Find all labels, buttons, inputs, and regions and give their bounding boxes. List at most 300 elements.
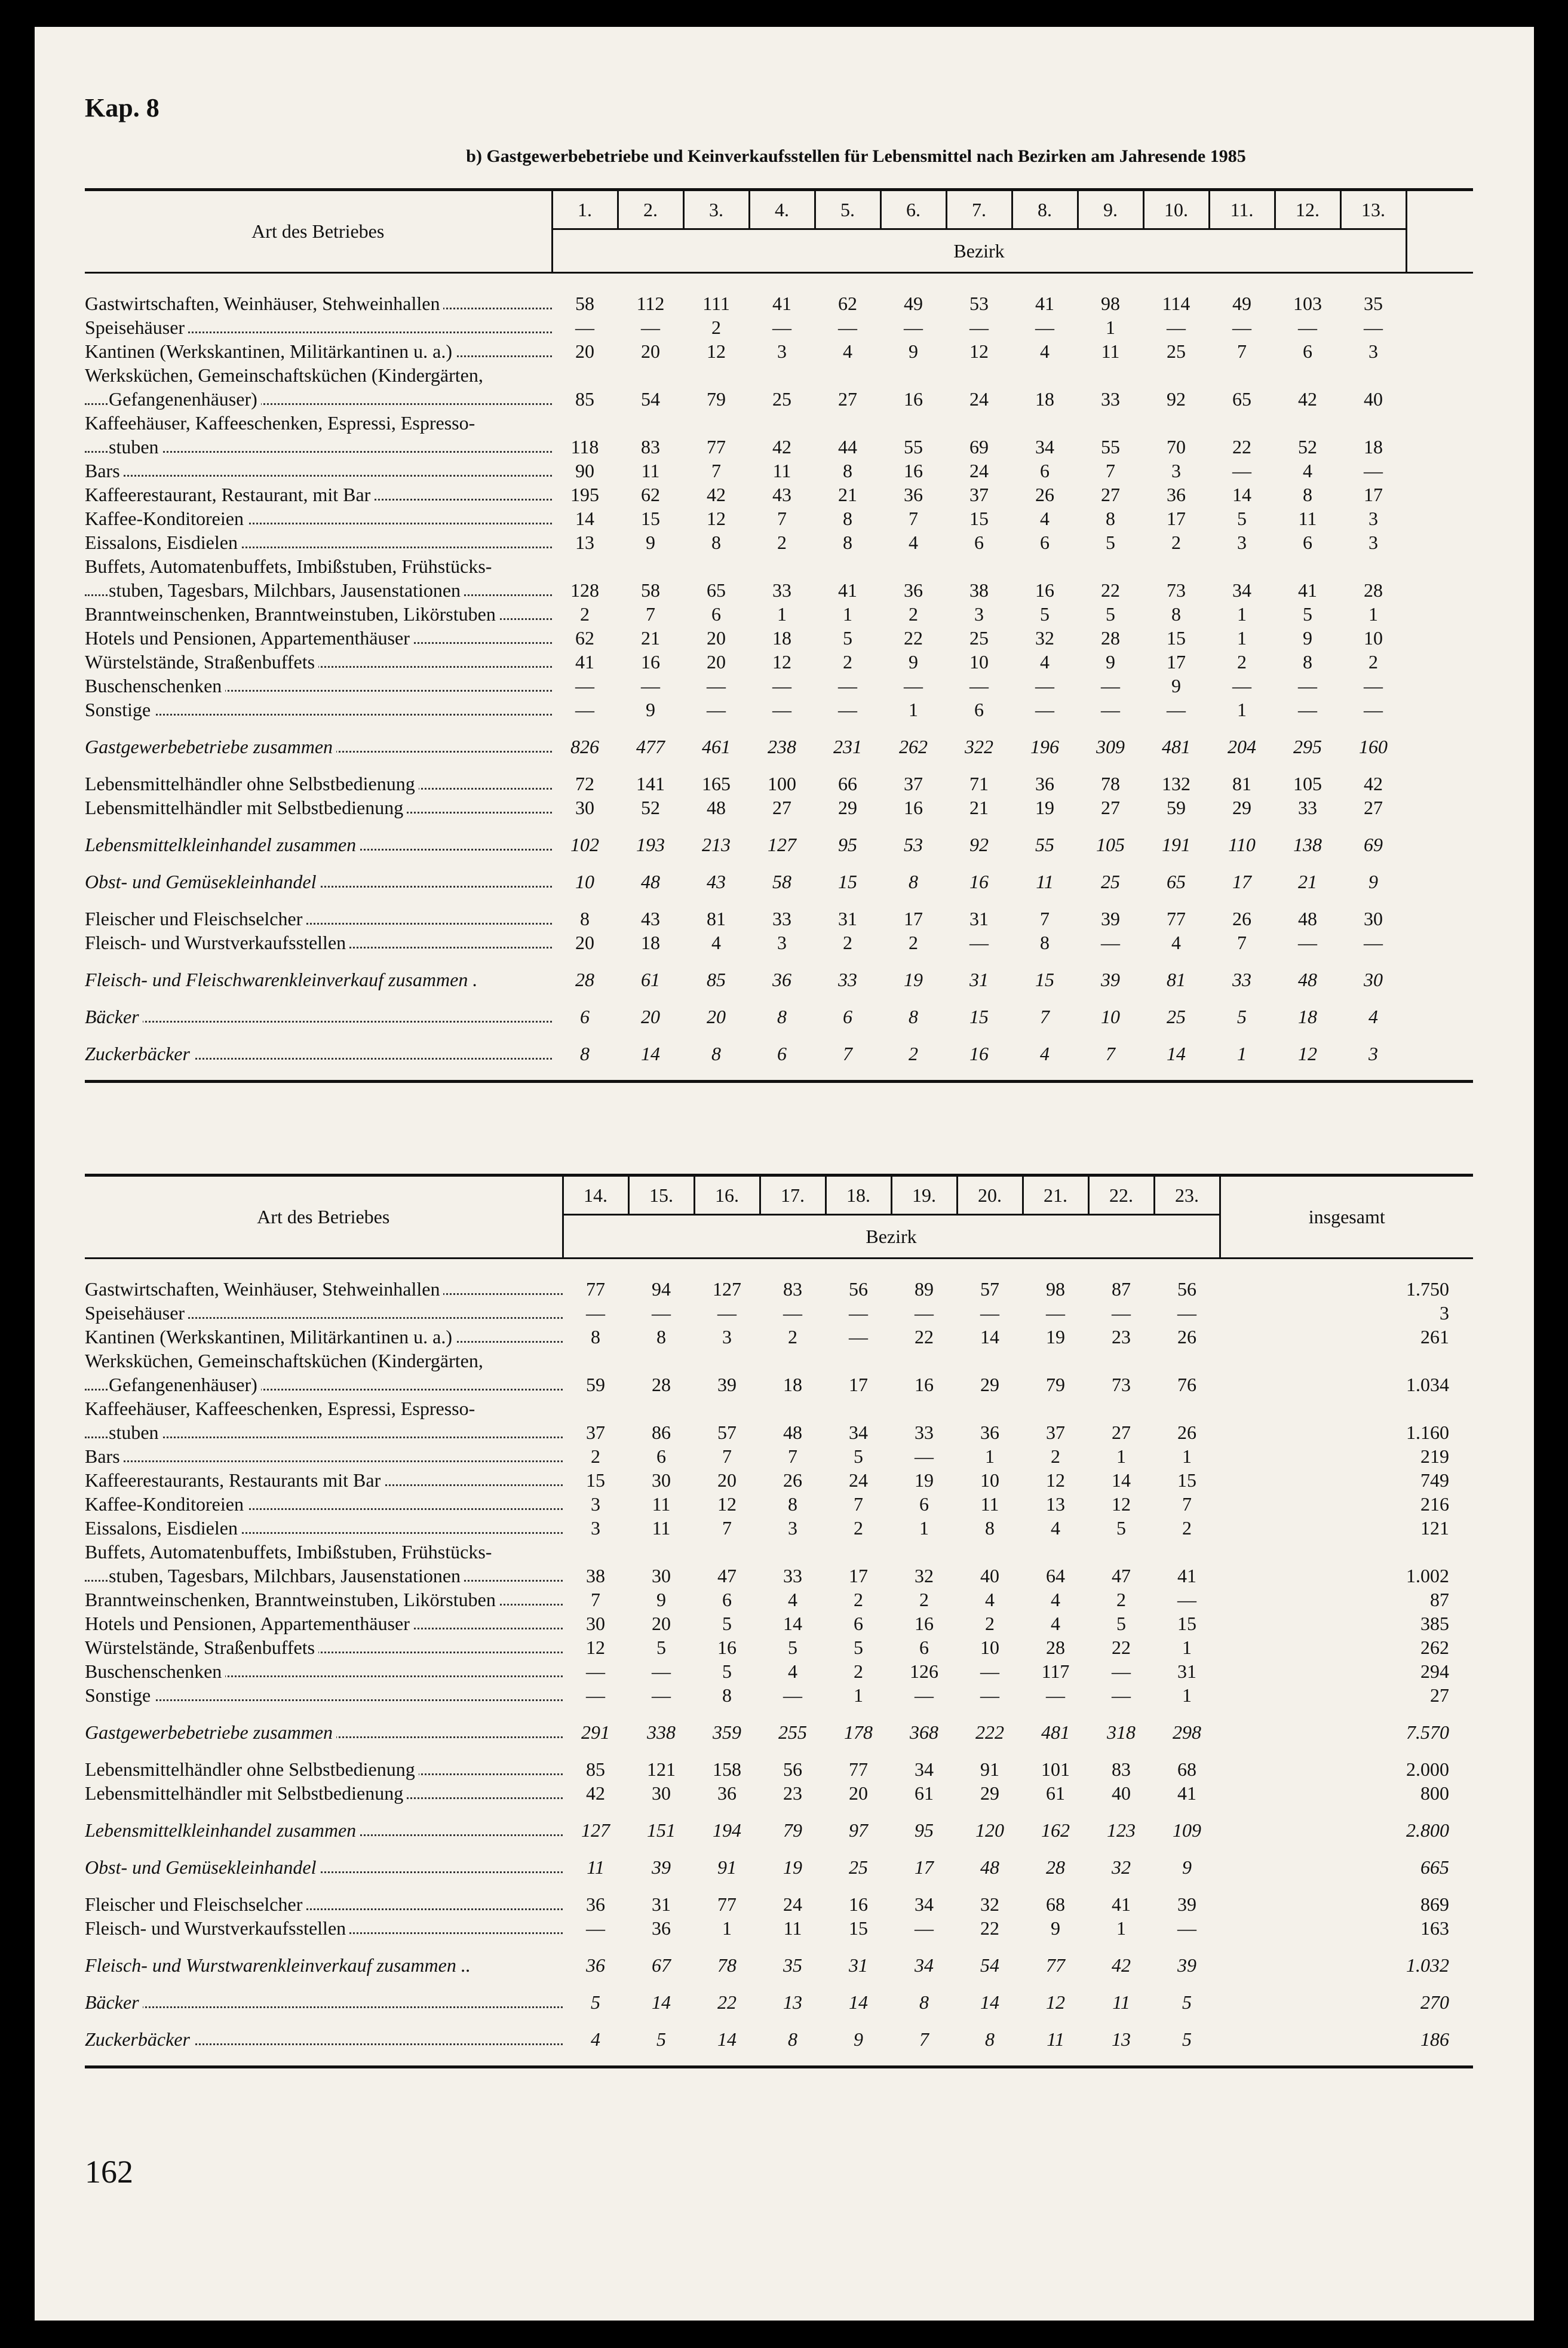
cell-value: 11 — [1036, 871, 1054, 892]
row-label — [85, 291, 552, 315]
cell-value: 15 — [1167, 627, 1186, 649]
row-label — [85, 1029, 552, 1082]
cell-value: 9 — [656, 1589, 666, 1610]
row-label-text: Bäcker — [85, 1991, 143, 2013]
cell-value: 2 — [985, 1613, 995, 1634]
cell-value: 95 — [915, 1819, 934, 1841]
row-label-text: stuben, Tagesbars, Milchbars, Jausenstationen — [109, 579, 464, 601]
cell-value: 31 — [849, 1954, 868, 1976]
row-label-text: Werksküchen, Gemeinschaftsküchen (Kindergärten, — [85, 1350, 487, 1371]
cell-value: 23 — [783, 1782, 802, 1804]
cell-value: 4 — [788, 1589, 797, 1610]
cell-value: — — [1046, 1302, 1065, 1324]
cell-value: 33 — [838, 969, 857, 990]
cell-value: 8 — [985, 1517, 995, 1539]
cell-value: 103 — [1293, 293, 1322, 314]
cell-value: 7 — [1040, 1006, 1050, 1027]
cell-value: 30 — [652, 1469, 671, 1491]
cell-value: 4 — [1051, 1589, 1060, 1610]
cell-value: 5 — [788, 1637, 797, 1658]
cell-value: 105 — [1293, 773, 1322, 794]
cell-value: 4 — [1040, 340, 1050, 362]
row-label — [85, 1781, 563, 1805]
cell-value: 38 — [969, 579, 989, 601]
cell-value: 79 — [707, 388, 726, 410]
header-spacer — [1406, 190, 1473, 273]
row-label-text: Gastgewerbebetriebe zusammen — [85, 736, 336, 757]
district-header: 8. — [1012, 190, 1078, 229]
cell-value: 15 — [641, 508, 660, 529]
cell-value: 3 — [591, 1517, 600, 1539]
cell-value: — — [904, 317, 923, 338]
cell-value: — — [915, 1445, 934, 1467]
cell-value: 16 — [969, 871, 989, 892]
cell-value: 16 — [915, 1374, 934, 1395]
cell-value: 23 — [1112, 1326, 1131, 1348]
cell-total: 869 — [1420, 1893, 1449, 1915]
cell-value: — — [1364, 699, 1383, 720]
cell-value: 10 — [980, 1637, 999, 1658]
cell-value: 33 — [1101, 388, 1120, 410]
cell-value: 58 — [772, 871, 791, 892]
cell-value: 16 — [904, 797, 923, 818]
cell-value: 7 — [591, 1589, 600, 1610]
cell-value: 3 — [788, 1517, 797, 1539]
cell-value: 4 — [788, 1661, 797, 1682]
cell-value: 14 — [849, 1991, 868, 2013]
cell-value: 77 — [586, 1278, 605, 1300]
row-label — [85, 1842, 563, 1879]
table-row — [85, 1842, 1473, 1879]
cell-value: 195 — [570, 484, 599, 505]
cell-value: — — [707, 675, 726, 696]
district-header: 18. — [826, 1175, 891, 1215]
row-label — [85, 1659, 563, 1683]
cell-value: 1 — [1237, 603, 1247, 625]
cell-value: 32 — [1035, 627, 1054, 649]
cell-value: 42 — [1112, 1954, 1131, 1976]
row-label — [85, 1612, 563, 1635]
cell-value: 30 — [1364, 908, 1383, 929]
cell-value: 7 — [815, 1029, 880, 1082]
cell-value: 61 — [641, 969, 660, 990]
cell-value: 231 — [833, 736, 862, 757]
district-header: 9. — [1078, 190, 1143, 229]
cell-value: 11 — [980, 1493, 999, 1515]
cell-value: 69 — [969, 436, 989, 458]
district-header: 20. — [957, 1175, 1023, 1215]
cell-value: 39 — [717, 1374, 737, 1395]
cell-value: 11 — [1112, 1991, 1130, 2013]
row-label-text: Fleischer und Fleischselcher — [85, 908, 306, 929]
cell-value: 53 — [969, 293, 989, 314]
cell-value: 7 — [1106, 460, 1115, 481]
cell-value: 26 — [1177, 1422, 1196, 1443]
cell-value: 36 — [586, 1954, 605, 1976]
cell-value: 24 — [783, 1893, 802, 1915]
cell-value: 151 — [647, 1819, 676, 1841]
cell-value: 12 — [1275, 1029, 1340, 1082]
cell-value: 110 — [1228, 834, 1256, 855]
cell-value: 123 — [1107, 1819, 1136, 1841]
cell-value: 16 — [904, 460, 923, 481]
cell-value: 48 — [980, 1856, 999, 1878]
cell-value: — — [1298, 932, 1317, 953]
cell-value: — — [717, 1302, 737, 1324]
cell-value: — — [1364, 675, 1383, 696]
cell-value: 5 — [1303, 603, 1312, 625]
cell-value: 7 — [722, 1445, 732, 1467]
cell-value: 49 — [904, 293, 923, 314]
cell-value: 26 — [1177, 1326, 1196, 1348]
cell-value: — — [1035, 317, 1054, 338]
cell-value: — — [586, 1684, 605, 1706]
cell-value: — — [980, 1661, 999, 1682]
cell-value: 7 — [788, 1445, 797, 1467]
cell-value: — — [1112, 1302, 1131, 1324]
cell-value: 17 — [849, 1374, 868, 1395]
row-label — [85, 674, 552, 698]
cell-value: — — [915, 1684, 934, 1706]
cell-value: 56 — [849, 1278, 868, 1300]
row-label-text: Gefangenenhäuser) — [109, 1374, 261, 1395]
cell-value: 20 — [575, 340, 594, 362]
cell-value: 162 — [1041, 1819, 1070, 1841]
cell-value: 1 — [985, 1445, 995, 1467]
cell-value: 31 — [838, 908, 857, 929]
row-label-text: Gastwirtschaften, Weinhäuser, Stehweinhallen — [85, 1278, 443, 1300]
row-label — [85, 796, 552, 820]
cell-value: 16 — [849, 1893, 868, 1915]
cell-value: 20 — [575, 932, 594, 953]
cell-value: 56 — [1177, 1278, 1196, 1300]
cell-value: 1 — [919, 1517, 929, 1539]
district-header: 16. — [694, 1175, 760, 1215]
cell-value: 39 — [1177, 1893, 1196, 1915]
cell-value: — — [641, 675, 660, 696]
row-label-text: Kaffeehäuser, Kaffeeschenken, Espressi, Espresso- — [85, 1398, 478, 1419]
cell-value: 1 — [1209, 1029, 1275, 1082]
table-row — [85, 857, 1473, 894]
cell-value: — — [652, 1302, 671, 1324]
cell-value: 34 — [1035, 436, 1054, 458]
district-header: 11. — [1209, 190, 1275, 229]
table-row — [85, 759, 1473, 796]
cell-value: 12 — [707, 340, 726, 362]
cell-value: 28 — [1046, 1856, 1065, 1878]
table-row — [85, 1492, 1473, 1516]
cell-value: 81 — [1167, 969, 1186, 990]
cell-value: 28 — [575, 969, 594, 990]
cell-value: 20 — [707, 1006, 726, 1027]
cell-value: 47 — [717, 1565, 737, 1586]
cell-value: — — [772, 675, 791, 696]
cell-value: 4 — [1368, 1006, 1378, 1027]
cell-value: 8 — [1106, 508, 1115, 529]
table-row — [85, 1540, 1473, 1588]
row-label-text: Bars — [85, 1445, 124, 1467]
cell-value: 7 — [1237, 340, 1247, 362]
cell-value: 92 — [969, 834, 989, 855]
table-row — [85, 1683, 1473, 1707]
cell-value: 6 — [843, 1006, 852, 1027]
row-label-text: Speisehäuser — [85, 317, 188, 338]
cell-value: 24 — [969, 388, 989, 410]
table-row — [85, 894, 1473, 931]
table-row — [85, 1916, 1473, 1940]
cell-value: 48 — [1298, 908, 1317, 929]
table-row — [85, 1516, 1473, 1540]
cell-value: 15 — [1177, 1613, 1196, 1634]
cell-value: 13 — [1046, 1493, 1065, 1515]
cell-value: 14 — [980, 1991, 999, 2013]
cell-value: 7 — [777, 508, 787, 529]
cell-value: 11 — [641, 460, 660, 481]
row-label — [85, 315, 552, 339]
cell-value: 31 — [652, 1893, 671, 1915]
row-label — [85, 1301, 563, 1325]
statistics-table-districts-14-23 — [85, 1174, 1473, 2068]
table-row — [85, 1940, 1473, 1977]
table-row — [85, 1635, 1473, 1659]
cell-value: 68 — [1046, 1893, 1065, 1915]
table-row — [85, 291, 1473, 315]
table-row — [85, 411, 1473, 459]
cell-value: — — [969, 675, 989, 696]
cell-value: 262 — [899, 736, 928, 757]
cell-value: — — [1035, 675, 1054, 696]
cell-value: 2 — [1171, 532, 1181, 553]
cell-value: 17 — [1232, 871, 1251, 892]
district-header: 14. — [563, 1175, 628, 1215]
cell-value: — — [980, 1684, 999, 1706]
cell-total: 2.800 — [1406, 1819, 1449, 1841]
cell-total: 1.160 — [1406, 1422, 1449, 1443]
table-row — [85, 602, 1473, 626]
cell-value: 14 — [1232, 484, 1251, 505]
cell-value: 92 — [1167, 388, 1186, 410]
cell-value: — — [1232, 317, 1251, 338]
row-label-text: Eissalons, Eisdielen — [85, 1517, 241, 1539]
cell-value: 1 — [1368, 603, 1378, 625]
cell-value: 62 — [575, 627, 594, 649]
bezirk-header: Bezirk — [552, 229, 1406, 273]
art-des-betriebes-header: Art des Betriebes — [85, 1175, 563, 1259]
cell-value: — — [849, 1326, 868, 1348]
cell-value: 33 — [783, 1565, 802, 1586]
cell-value: 38 — [586, 1565, 605, 1586]
district-header: 2. — [618, 190, 683, 229]
document-page — [35, 27, 1534, 2321]
cell-total: 87 — [1430, 1589, 1449, 1610]
cell-value: 9 — [1303, 627, 1312, 649]
chapter-label: Kap. 8 — [85, 93, 159, 122]
cell-value: 1 — [1182, 1684, 1192, 1706]
cell-value: 15 — [969, 1006, 989, 1027]
cell-value: 6 — [1040, 460, 1050, 481]
cell-value: — — [915, 1917, 934, 1939]
cell-value: 4 — [563, 2014, 628, 2067]
row-label — [85, 954, 552, 992]
cell-value: 89 — [915, 1278, 934, 1300]
row-label-text: Sonstige — [85, 699, 154, 720]
table-row — [85, 1277, 1473, 1301]
cell-value: 160 — [1359, 736, 1388, 757]
cell-value: 5 — [656, 1637, 666, 1658]
cell-value: 2 — [1182, 1517, 1192, 1539]
row-label-text: Zuckerbäcker — [85, 2028, 194, 2050]
row-label — [85, 1492, 563, 1516]
cell-value: 61 — [1046, 1782, 1065, 1804]
row-label — [85, 602, 552, 626]
cell-value: 9 — [1106, 651, 1115, 673]
row-label-text: Würstelstände, Straßenbuffets — [85, 1637, 318, 1658]
cell-value: 41 — [1112, 1893, 1131, 1915]
cell-value: 11 — [1298, 508, 1317, 529]
cell-value: 76 — [1177, 1374, 1196, 1395]
cell-value: 2 — [1237, 651, 1247, 673]
cell-value: 204 — [1228, 736, 1256, 757]
cell-value: 48 — [641, 871, 660, 892]
cell-value: 31 — [969, 969, 989, 990]
cell-value: 109 — [1173, 1819, 1201, 1841]
cell-value: 53 — [904, 834, 923, 855]
page-number: 162 — [85, 2154, 133, 2190]
cell-value: 9 — [1368, 871, 1378, 892]
cell-value: 41 — [1035, 293, 1054, 314]
cell-value: — — [586, 1661, 605, 1682]
cell-value: 41 — [575, 651, 594, 673]
cell-value: 22 — [717, 1991, 737, 2013]
table-row — [85, 339, 1473, 363]
cell-value: 65 — [1167, 871, 1186, 892]
cell-value: 5 — [843, 627, 852, 649]
table-row — [85, 1301, 1473, 1325]
cell-value: 39 — [1177, 1954, 1196, 1976]
cell-value: 27 — [772, 797, 791, 818]
cell-value: 17 — [1167, 651, 1186, 673]
cell-value: 41 — [1177, 1565, 1196, 1586]
cell-value: 36 — [652, 1917, 671, 1939]
insgesamt-header: insgesamt — [1220, 1175, 1473, 1259]
cell-value: 41 — [1177, 1782, 1196, 1804]
table-row — [85, 315, 1473, 339]
cell-value: 30 — [575, 797, 594, 818]
cell-value: — — [1035, 699, 1054, 720]
cell-value: 9 — [909, 340, 918, 362]
table-row — [85, 1879, 1473, 1916]
cell-value: 21 — [838, 484, 857, 505]
cell-total: 7.570 — [1406, 1721, 1449, 1743]
cell-total: 749 — [1420, 1469, 1449, 1491]
cell-value: 14 — [1112, 1469, 1131, 1491]
cell-value: 54 — [980, 1954, 999, 1976]
cell-value: 8 — [843, 460, 852, 481]
row-label-text: Fleisch- und Wurstverkaufsstellen — [85, 1917, 349, 1939]
cell-value: 42 — [1298, 388, 1317, 410]
row-label-text: Kaffeerestaurants, Restaurants mit Bar — [85, 1469, 384, 1491]
district-header: 3. — [683, 190, 749, 229]
row-label-text: Lebensmittelkleinhandel zusammen — [85, 1819, 360, 1841]
cell-value: 25 — [1101, 871, 1120, 892]
cell-value: 42 — [586, 1782, 605, 1804]
cell-value: 6 — [656, 1445, 666, 1467]
cell-value: 8 — [683, 1029, 749, 1082]
cell-value: — — [1101, 932, 1120, 953]
table-row — [85, 1444, 1473, 1468]
cell-value: 1 — [1106, 317, 1115, 338]
cell-value: 178 — [844, 1721, 873, 1743]
cell-value: 158 — [713, 1758, 741, 1780]
cell-value: 15 — [1035, 969, 1054, 990]
cell-total: 1.002 — [1406, 1565, 1449, 1586]
cell-total: 1.032 — [1406, 1954, 1449, 1976]
bezirk-header: Bezirk — [563, 1215, 1220, 1259]
cell-value: 86 — [652, 1422, 671, 1443]
cell-value: 31 — [1177, 1661, 1196, 1682]
cell-total: 385 — [1420, 1613, 1449, 1634]
cell-value: — — [641, 317, 660, 338]
cell-value: 111 — [702, 293, 730, 314]
cell-value: 481 — [1162, 736, 1190, 757]
cell-value: 19 — [904, 969, 923, 990]
cell-value: 102 — [570, 834, 599, 855]
cell-value: — — [575, 699, 594, 720]
cell-value: 27 — [1101, 797, 1120, 818]
cell-value: 36 — [1167, 484, 1186, 505]
cell-value: 5 — [1040, 603, 1050, 625]
cell-value: 42 — [1364, 773, 1383, 794]
row-label-text: Kaffeehäuser, Kaffeeschenken, Espressi, Espresso- — [85, 412, 478, 434]
cell-value: 8 — [1303, 651, 1312, 673]
cell-value: 5 — [1154, 2014, 1220, 2067]
cell-value: 30 — [652, 1565, 671, 1586]
cell-value: 1 — [1182, 1445, 1192, 1467]
row-label — [85, 992, 552, 1029]
table-row — [85, 1707, 1473, 1744]
cell-value: 25 — [849, 1856, 868, 1878]
row-label-text: Buschenschenken — [85, 675, 225, 696]
cell-value: 9 — [646, 532, 655, 553]
cell-value: 1 — [1116, 1917, 1126, 1939]
table-row — [85, 1349, 1473, 1396]
cell-value: — — [772, 317, 791, 338]
art-des-betriebes-header: Art des Betriebes — [85, 190, 552, 273]
cell-value: — — [1364, 317, 1383, 338]
cell-value: 19 — [1035, 797, 1054, 818]
cell-value: 13 — [575, 532, 594, 553]
cell-value: 2 — [591, 1445, 600, 1467]
cell-value: 9 — [909, 651, 918, 673]
cell-value: 98 — [1046, 1278, 1065, 1300]
spacer-row — [85, 273, 1473, 292]
row-label — [85, 1916, 563, 1940]
cell-value: 24 — [969, 460, 989, 481]
row-label-text: Lebensmittelkleinhandel zusammen — [85, 834, 360, 855]
cell-value: 120 — [975, 1819, 1004, 1841]
cell-value: — — [849, 1302, 868, 1324]
cell-value: 4 — [711, 932, 721, 953]
district-header: 13. — [1340, 190, 1406, 229]
cell-value: — — [707, 699, 726, 720]
cell-value: — — [1101, 675, 1120, 696]
cell-value: 5 — [722, 1613, 732, 1634]
table-row — [85, 796, 1473, 820]
cell-value: 34 — [849, 1422, 868, 1443]
cell-value: 32 — [980, 1893, 999, 1915]
district-header: 4. — [749, 190, 815, 229]
cell-value: 14 — [575, 508, 594, 529]
